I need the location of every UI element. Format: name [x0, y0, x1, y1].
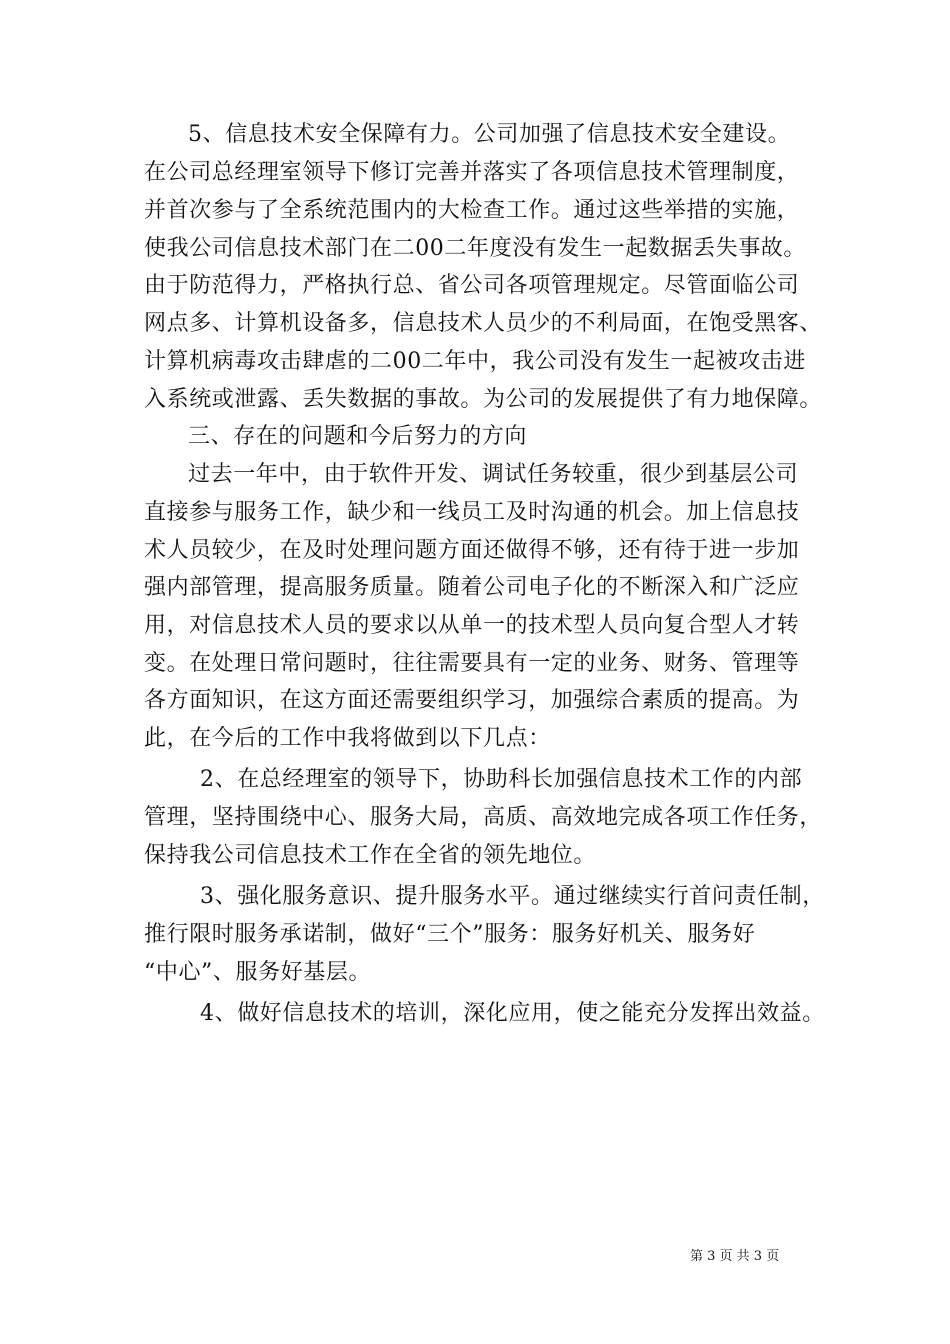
text-line: 保持我公司信息技术工作在全省的领先地位。: [144, 843, 597, 868]
text-line: 2、在总经理室的领导下，协助科长加强信息技术工作的内部: [200, 767, 803, 792]
text-line: 使我公司信息技术部门在二00二年度没有发生一起数据丢失事故。: [144, 236, 806, 261]
text-line: 用，对信息技术人员的要求以从单一的技术型人员向复合型人才转: [144, 613, 800, 638]
text-line: 推行限时服务承诺制，做好“三个”服务：服务好机关、服务好: [144, 922, 756, 947]
text-line: 管理，坚持围绕中心、服务大局，高质、高效地完成各项工作任务，: [144, 805, 823, 830]
text-line: 过去一年中，由于软件开发、调试任务较重，很少到基层公司: [188, 462, 799, 487]
text-line: 在公司总经理室领导下修订完善并落实了各项信息技术管理制度，: [144, 160, 800, 185]
text-line: 由于防范得力，严格执行总、省公司各项管理规定。尽管面临公司: [144, 273, 800, 298]
text-line: 直接参与服务工作，缺少和一线员工及时沟通的机会。加上信息技: [144, 500, 800, 525]
text-line: 此，在今后的工作中我将做到以下几点：: [144, 726, 551, 751]
page-number: 第 3 页 共 3 页: [690, 1249, 780, 1264]
text-line: 并首次参与了全系统范围内的大检查工作。通过这些举措的实施，: [144, 198, 800, 223]
text-line: 5、信息技术安全保障有力。公司加强了信息技术安全建设。: [188, 122, 791, 147]
text-line: 3、强化服务意识、提升服务水平。通过继续实行首问责任制，: [200, 884, 825, 909]
text-line: 各方面知识，在这方面还需要组织学习，加强综合素质的提高。为: [144, 688, 800, 713]
section-heading: 三、存在的问题和今后努力的方向: [188, 424, 528, 449]
text-line: 4、做好信息技术的培训，深化应用，使之能充分发挥出效益。: [200, 1001, 825, 1026]
text-line: 网点多、计算机设备多，信息技术人员少的不利局面，在饱受黑客、: [144, 311, 823, 336]
text-line: 计算机病毒攻击肆虐的二00二年中，我公司没有发生一起被攻击进: [144, 349, 806, 374]
text-line: 术人员较少，在及时处理问题方面还做得不够，还有待于进一步加: [144, 538, 800, 563]
text-line: “中心”、服务好基层。: [144, 960, 372, 985]
text-line: 变。在处理日常问题时，往往需要具有一定的业务、财务、管理等: [144, 651, 800, 676]
text-line: 强内部管理，提高服务质量。随着公司电子化的不断深入和广泛应: [144, 575, 800, 600]
text-line: 入系统或泄露、丢失数据的事故。为公司的发展提供了有力地保障。: [144, 387, 823, 412]
